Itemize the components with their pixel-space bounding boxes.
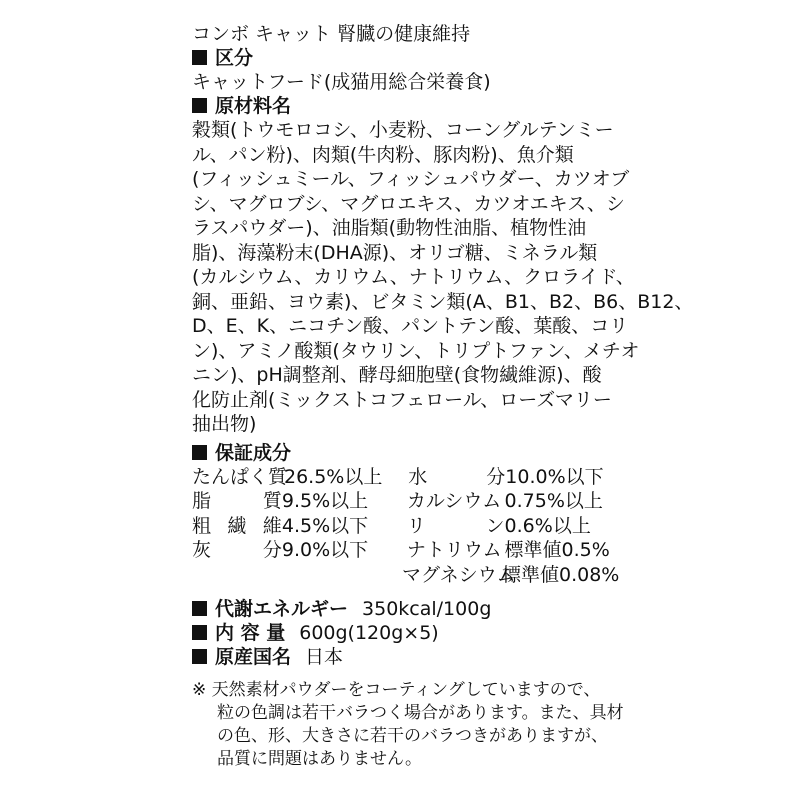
ingredients-line: (カルシウム、カリウム、ナトリウム、クロライド、	[192, 266, 635, 288]
origin-row	[192, 645, 612, 669]
note-line: の色、形、大きさに若干のバラつきがありますが、	[217, 726, 608, 746]
ingredients-line: ニン)、pH調整剤、酵母細胞壁(食物繊維源)、酸	[192, 364, 602, 386]
nutrient-value: 0.75%以上	[504, 490, 603, 512]
nutrient-value	[280, 563, 402, 588]
nutrient-value: 26.5%以上	[284, 465, 383, 488]
nutrient-label: リ ン	[406, 514, 505, 537]
ingredients-line: ン)、アミノ酸類(タウリン、トリプトファン、メチオ	[192, 339, 640, 362]
square-bullet-icon	[192, 445, 207, 460]
nutrient-value: 9.5%以上	[281, 490, 369, 512]
origin-value: 日本	[305, 646, 344, 668]
note-line: 粒の色調は若干バラつく場合があります。また、具材	[217, 703, 624, 723]
ingredients-heading: 原材料名	[192, 94, 612, 118]
ingredients-line: ル、パン粉)、肉類(牛肉粉、豚肉粉)、魚介類	[192, 143, 574, 166]
analysis-row	[192, 489, 612, 514]
nutrient-label: ナトリウム	[406, 539, 502, 561]
ingredients-line: (フィッシュミール、フィッシュパウダー、カツオブ	[192, 168, 630, 190]
nutrient-value: 9.0%以下	[281, 539, 369, 561]
nutrient-label: マグネシウム	[402, 563, 516, 586]
category-heading: 区分	[192, 46, 612, 70]
guaranteed-analysis-heading: 保証成分	[192, 441, 612, 465]
ingredients-line: 化防止剤(ミックストコフェロール、ローズマリー	[192, 388, 612, 411]
product-label	[192, 22, 694, 771]
note-line: 品質に問題はありません。	[217, 749, 423, 769]
analysis-row	[192, 514, 612, 539]
nutrient-label: 粗 繊 維	[192, 514, 282, 537]
ingredients-line: D、E、K、ニコチン酸、パントテン酸、葉酸、コリ	[192, 315, 629, 337]
analysis-row	[192, 538, 612, 563]
analysis-row	[192, 563, 620, 588]
content-heading: 内 容 量	[192, 621, 285, 645]
ingredients-line: 抽出物)	[192, 413, 257, 435]
square-bullet-icon	[192, 625, 207, 640]
ingredients-line: 銅、亜鉛、ヨウ素)、ビタミン類(A、B1、B2、B6、B12、	[192, 290, 694, 313]
nutrient-label: 灰 分	[192, 539, 282, 561]
analysis-row	[192, 465, 612, 490]
square-bullet-icon	[192, 98, 207, 113]
nutrient-value: 10.0%以下	[505, 465, 604, 488]
nutrient-value: 標準値0.5%	[504, 539, 610, 561]
ingredients-line: ラスパウダー)、油脂類(動物性油脂、植物性油	[192, 217, 587, 239]
content-value: 600g(120g×5)	[299, 622, 439, 644]
nutrient-value: 0.6%以上	[504, 514, 591, 537]
square-bullet-icon	[192, 50, 207, 65]
energy-heading: 代謝エネルギー	[192, 597, 348, 621]
nutrient-value: 4.5%以下	[281, 514, 369, 537]
nutrient-label: 脂 質	[192, 490, 282, 512]
energy-value: 350kcal/100g	[362, 598, 492, 620]
square-bullet-icon	[192, 649, 207, 664]
ingredients-line: シ、マグロブシ、マグロエキス、カツオエキス、シ	[192, 192, 625, 215]
origin-heading: 原産国名	[192, 645, 291, 669]
nutrient-label: 水 分	[408, 465, 506, 488]
nutrient-label: たんぱく質	[192, 465, 288, 488]
note	[192, 679, 624, 771]
energy-row	[192, 597, 612, 621]
ingredients-line: 穀類(トウモロコシ、小麦粉、コーングルテンミー	[192, 119, 614, 141]
content-row	[192, 621, 612, 645]
nutrient-label: カルシウム	[406, 490, 502, 512]
category-value: キャットフード(成猫用総合栄養食)	[192, 71, 491, 93]
product-name: コンボ キャット 腎臓の健康維持	[192, 23, 471, 45]
guaranteed-analysis-table	[192, 465, 620, 588]
square-bullet-icon	[192, 601, 207, 616]
nutrient-label	[192, 563, 280, 588]
nutrient-value: 標準値0.08%	[502, 563, 620, 586]
ingredients-line: 脂)、海藻粉末(DHA源)、オリゴ糖、ミネラル類	[192, 241, 598, 264]
note-line: ※ 天然素材パウダーをコーティングしていますので、	[192, 680, 601, 700]
ingredients-list	[192, 118, 694, 437]
